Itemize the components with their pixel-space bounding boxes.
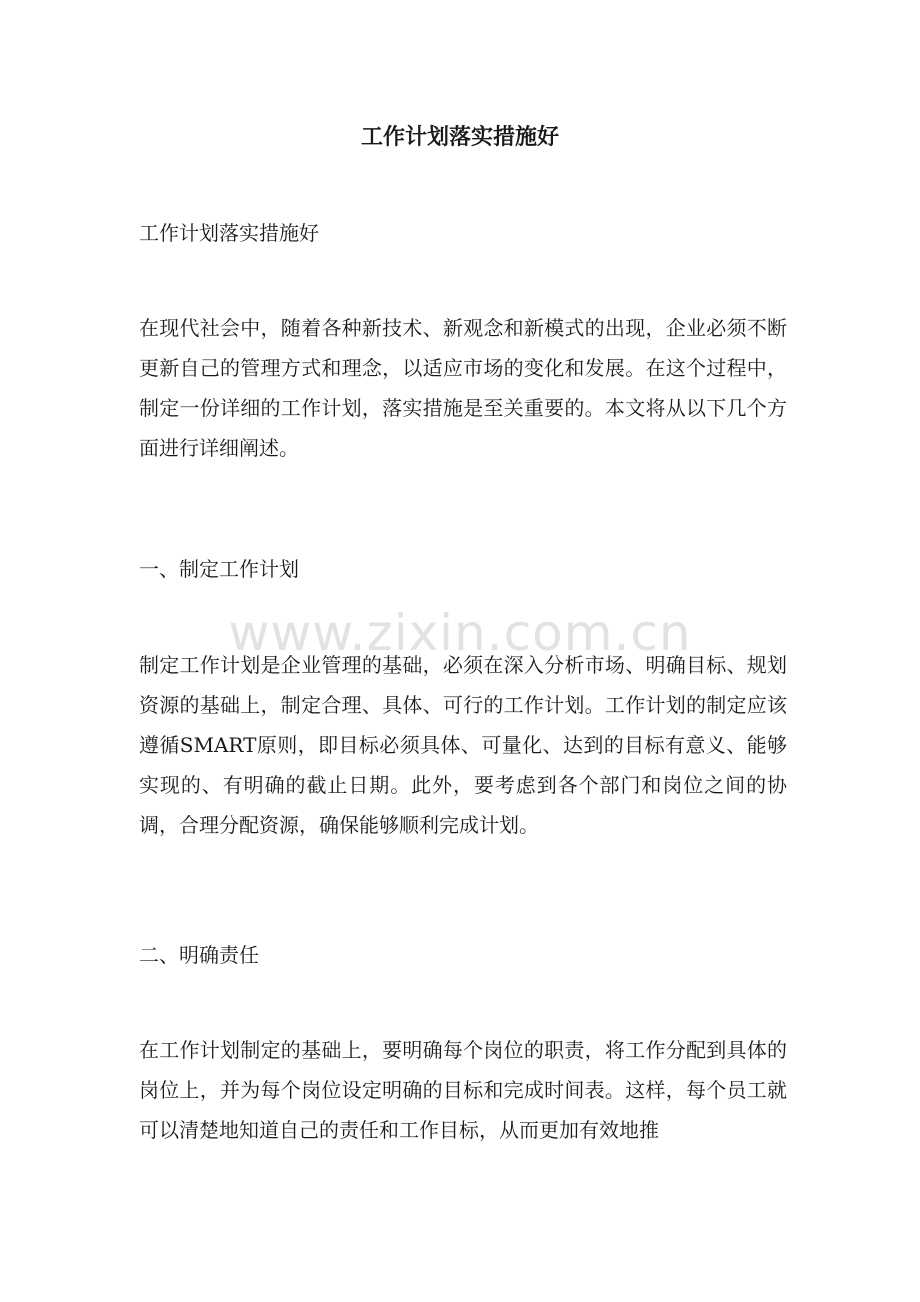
document-title: 工作计划落实措施好 <box>360 124 559 150</box>
section-2-heading: 二、明确责任 <box>139 943 259 967</box>
document-subtitle: 工作计划落实措施好 <box>139 221 319 245</box>
section-1-paragraph: 制定工作计划是企业管理的基础，必须在深入分析市场、明确目标、规划资源的基础上，制定合理、具体、可行的工作计划。工作计划的制定应该遵循SMART原则，即目标必须具体、可量化、达到的目标有意义、能够实现的、有明确的截止日期。此外，要考虑到各个部门和岗位之间的协调，合理分配资源，确保能够顺利完成计划。 <box>139 653 787 837</box>
section-1-heading: 一、制定工作计划 <box>139 557 299 581</box>
intro-paragraph: 在现代社会中，随着各种新技术、新观念和新模式的出现，企业必须不断更新自己的管理方式和理念，以适应市场的变化和发展。在这个过程中，制定一份详细的工作计划，落实措施是至关重要的。本文将从以下几个方面进行详细阐述。 <box>139 316 787 460</box>
section-2-paragraph: 在工作计划制定的基础上，要明确每个岗位的职责，将工作分配到具体的岗位上，并为每个岗位设定明确的目标和完成时间表。这样，每个员工就可以清楚地知道自己的责任和工作目标，从而更加有效地推 <box>139 1038 787 1142</box>
watermark: www.zixin.com.cn <box>228 604 692 662</box>
